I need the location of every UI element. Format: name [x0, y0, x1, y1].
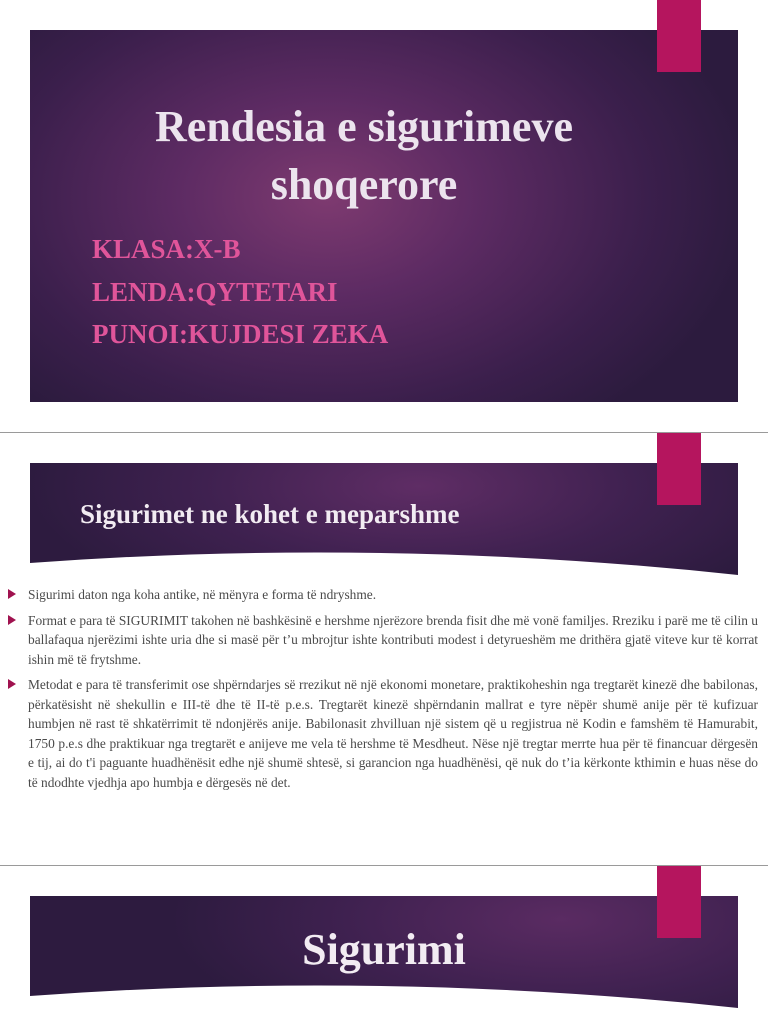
subject-label: LENDA:QYTETARI	[92, 277, 338, 307]
title-band-wave	[30, 978, 738, 1018]
accent-bar	[657, 433, 701, 505]
bullet-triangle-icon	[8, 679, 16, 689]
slide-3	[0, 866, 768, 1024]
slide-title-line-2: shoqerore	[270, 160, 458, 209]
slide-2	[0, 433, 768, 865]
slide-title: Sigurimi	[302, 925, 466, 974]
bullet-triangle-icon	[8, 615, 16, 625]
accent-bar	[657, 0, 701, 72]
class-label: KLASA:X-B	[92, 234, 241, 264]
bullet-item: Metodat e para të transferimit ose shpërndarjes së rrezikut në një ekonomi monetare, praktikoheshin nga tregtarët kinezë dhe babilonas, përkatësisht në shekullin e III-të dhe të II-të p.e.s. Tregtarët kinezë shpërndanin mallrat e tyre nëpër shumë anije për të kufizuar humbjen në rast të shkatërrimit të ndonjërës anije. Babilonasit zhvilluan një sistem që u regjistrua në Kodin e famshëm të Hamurabit, 1750 p.e.s dhe praktikuar nga tregtarët e anijeve me vela të hershme të Mesdheut. Nëse një tregtar merrte hua për të financuar dërgesën e tij, ai do t'i paguante huadhënësit edhe një shumë shtesë, si garancion nga huadhënësi, që nuk do t’ia kërkonte kthimin e huas nëse do të ndodhte vjedhja apo humbja e dërgesës në det.	[6, 675, 758, 792]
bullet-list	[6, 585, 758, 798]
slide-title: Sigurimet ne kohet e meparshme	[80, 499, 460, 529]
slide-title-line-1: Rendesia e sigurimeve	[155, 102, 573, 151]
bullet-item: Sigurimi daton nga koha antike, në mënyra e forma të ndryshme.	[6, 585, 758, 605]
slide-title	[30, 98, 698, 214]
bullet-triangle-icon	[8, 589, 16, 599]
slide-1	[0, 0, 768, 432]
title-band-wave	[30, 545, 738, 585]
bullet-item: Format e para të SIGURIMIT takohen në bashkësinë e hershme njerëzore brenda fisit dhe më vonë familjes. Rreziku i parë me të cilin u ballafaqua njerëzimi ishte uria dhe si masë për t’u mbrojtur ishte kontributi modest i detyrueshëm me drithëra gjatë viteve kur të korrat ishin më të frytshme.	[6, 611, 758, 670]
author-label: PUNOI:KUJDESI ZEKA	[92, 319, 389, 349]
